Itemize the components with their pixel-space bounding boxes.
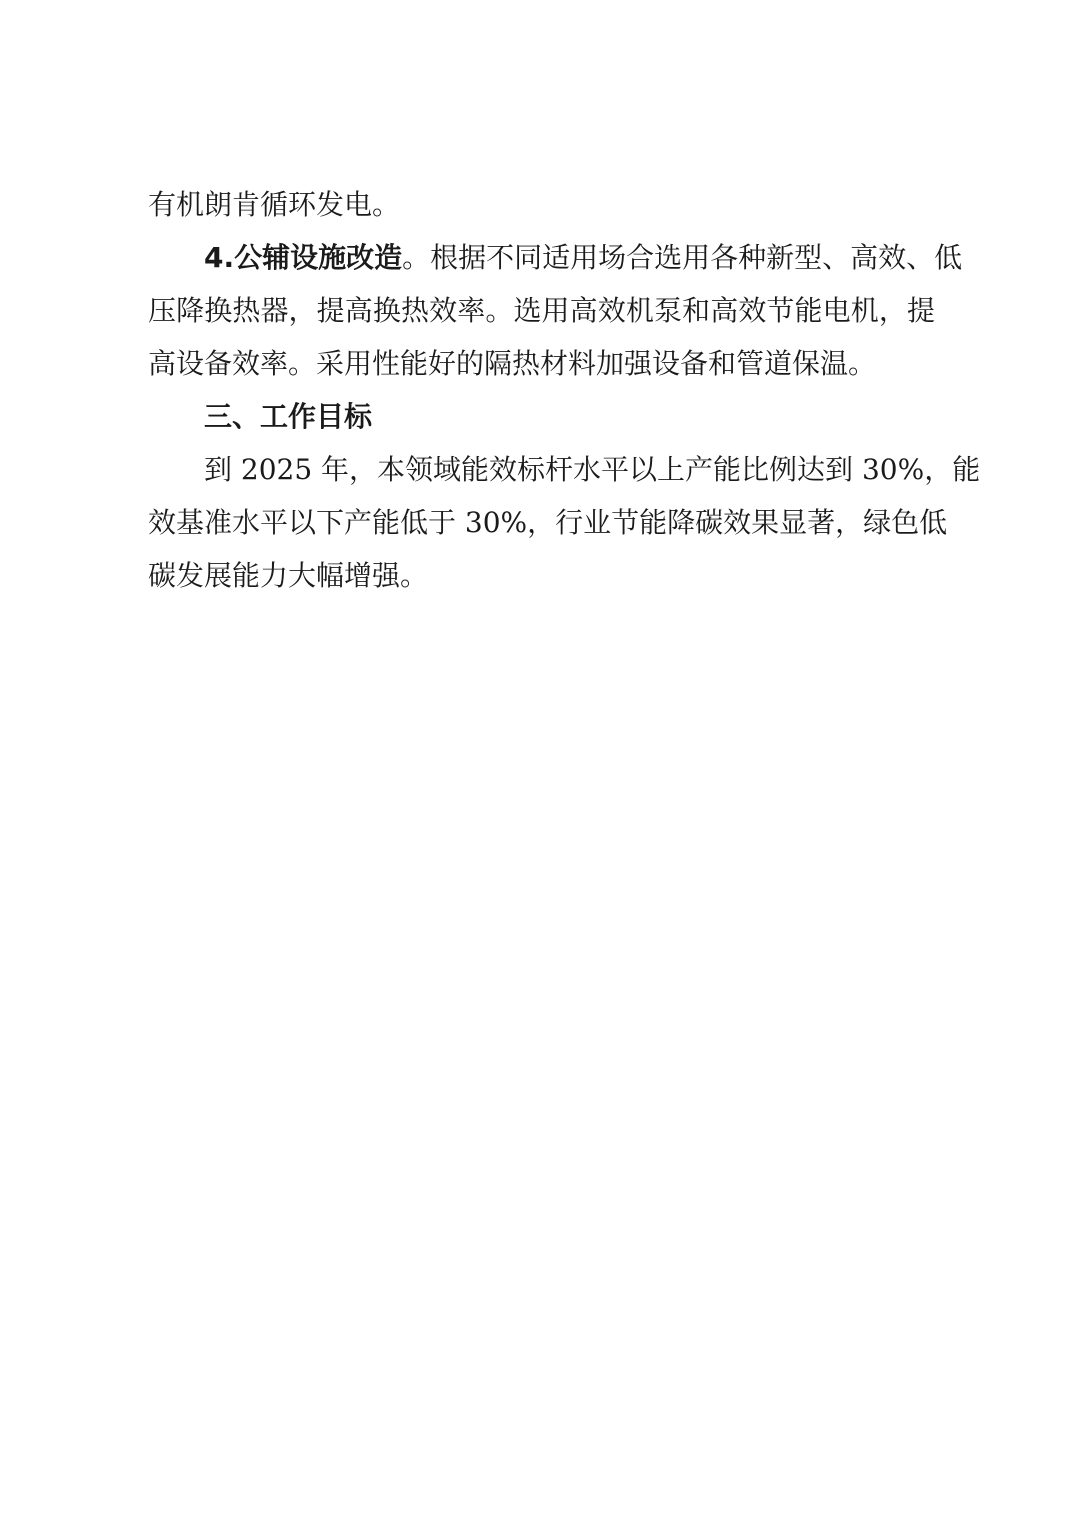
document-body <box>148 178 981 602</box>
paragraph-text: 。根据不同适用场合选用各种新型、高效、低 <box>402 241 963 274</box>
item-heading: 4.公辅设施改造 <box>204 241 403 274</box>
paragraph-text: 到 2025 年，本领域能效标杆水平以上产能比例达到 30%，能 <box>204 453 981 486</box>
paragraph-text: 有机朗肯循环发电。 <box>148 188 401 221</box>
paragraph-line <box>148 178 935 231</box>
paragraph-text: 高设备效率。采用性能好的隔热材料加强设备和管道保温。 <box>148 347 877 380</box>
paragraph-line <box>148 549 935 602</box>
paragraph-line <box>148 443 981 496</box>
paragraph-text: 压降换热器，提高换热效率。选用高效机泵和高效节能电机，提 <box>148 294 935 327</box>
paragraph-text: 碳发展能力大幅增强。 <box>148 559 429 592</box>
paragraph-text: 效基准水平以下产能低于 30%，行业节能降碳效果显著，绿色低 <box>148 506 948 539</box>
paragraph-line <box>148 496 948 549</box>
section-heading: 三、工作目标 <box>204 400 373 433</box>
paragraph-line <box>148 284 935 337</box>
paragraph-line <box>148 337 935 390</box>
paragraph-line <box>148 231 963 284</box>
